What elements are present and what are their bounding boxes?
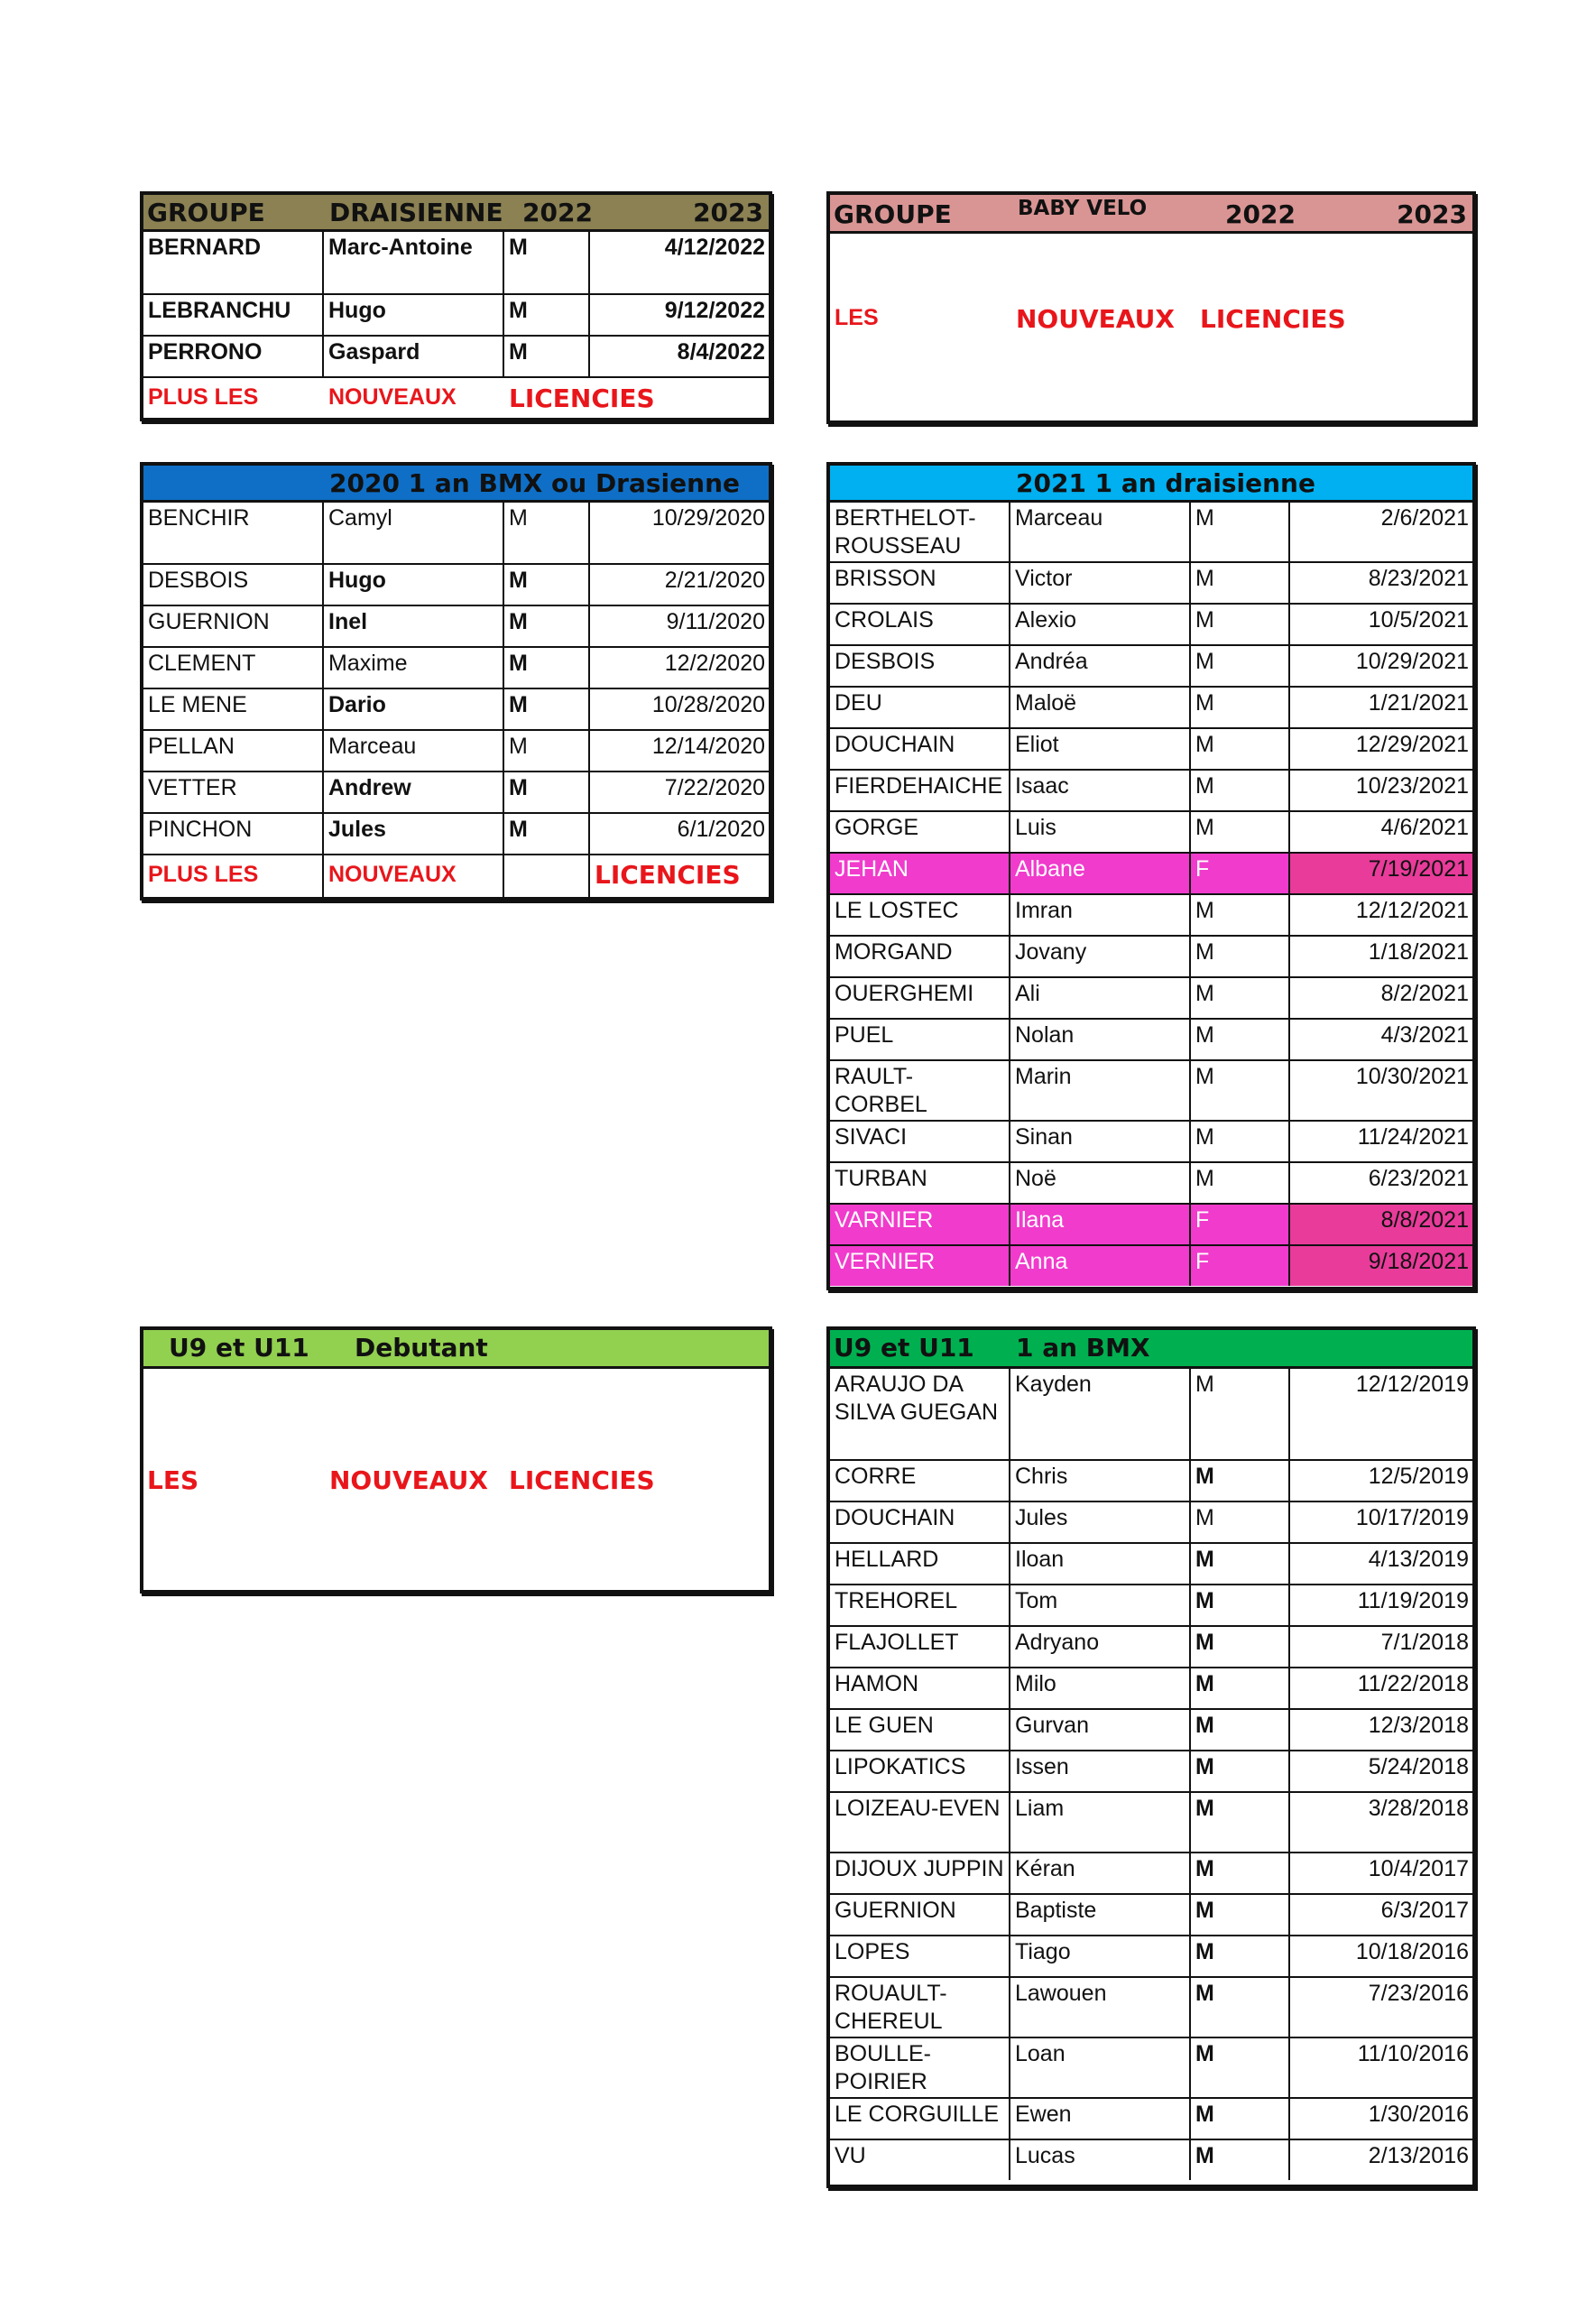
last-name: LE GUEN — [830, 1710, 1010, 1750]
footer-nouveaux: NOUVEAUX — [329, 1465, 488, 1495]
first-name: Sinan — [1010, 1122, 1191, 1161]
sex: M — [1191, 1710, 1290, 1750]
table-row — [143, 814, 769, 855]
first-name: Isaac — [1010, 771, 1191, 810]
empty-cell — [504, 855, 590, 897]
table-row — [830, 1793, 1472, 1853]
table-header — [830, 466, 1472, 503]
last-name: CLEMENT — [143, 648, 324, 688]
sex: M — [1191, 2140, 1290, 2180]
sex: M — [1191, 1585, 1290, 1625]
table-row — [830, 605, 1472, 646]
footer-licencies: LICENCIES — [509, 383, 655, 413]
footer-licencies: LICENCIES — [1200, 304, 1346, 334]
birth-date: 9/12/2022 — [664, 298, 765, 323]
table-row — [830, 1163, 1472, 1205]
birth-date: 10/4/2017 — [1368, 1856, 1469, 1881]
birth-date: 7/1/2018 — [1380, 1630, 1469, 1655]
birth-date: 12/14/2020 — [651, 734, 765, 759]
birth-date: 11/10/2016 — [1357, 2041, 1469, 2066]
first-name: Camyl — [324, 503, 504, 563]
table-header — [143, 466, 769, 503]
birth-date: 7/19/2021 — [1290, 854, 1472, 893]
sex: F — [1191, 1205, 1290, 1244]
birth-date: 4/13/2019 — [1368, 1547, 1469, 1572]
first-name: Alexio — [1010, 605, 1191, 644]
table-row — [830, 1544, 1472, 1585]
table-row — [830, 1668, 1472, 1710]
table-header — [143, 195, 769, 232]
sex: M — [1191, 1163, 1290, 1203]
sex: M — [504, 232, 590, 293]
footer-nouveaux: NOUVEAUX — [324, 855, 504, 897]
last-name: VETTER — [143, 772, 324, 812]
birth-date: 10/29/2020 — [651, 505, 765, 531]
last-name: LE MENE — [143, 689, 324, 729]
last-name: BOULLE-POIRIER — [830, 2038, 1010, 2097]
table-row — [830, 1627, 1472, 1668]
last-name: CROLAIS — [830, 605, 1010, 644]
birth-date: 10/5/2021 — [1368, 607, 1469, 633]
footer-plus-les: PLUS LES — [143, 855, 324, 897]
first-name: Noë — [1010, 1163, 1191, 1203]
birth-date: 11/22/2018 — [1357, 1671, 1469, 1696]
sex: M — [1191, 1627, 1290, 1667]
table-header — [143, 1330, 769, 1369]
sex: M — [1191, 1751, 1290, 1791]
sex: M — [1191, 1853, 1290, 1893]
header-groupe: GROUPE — [834, 199, 952, 229]
birth-date: 8/23/2021 — [1368, 566, 1469, 591]
birth-date: 5/24/2018 — [1368, 1754, 1469, 1779]
table-row — [143, 503, 769, 565]
table-row — [830, 563, 1472, 605]
birth-date: 3/28/2018 — [1368, 1796, 1469, 1821]
first-name: Anna — [1010, 1246, 1191, 1286]
last-name: BRISSON — [830, 563, 1010, 603]
last-name: LIPOKATICS — [830, 1751, 1010, 1791]
table-row — [830, 1710, 1472, 1751]
sex: M — [504, 565, 590, 605]
sex: M — [1191, 1793, 1290, 1852]
first-name: Tom — [1010, 1585, 1191, 1625]
last-name: DOUCHAIN — [830, 1502, 1010, 1542]
birth-date: 11/19/2019 — [1357, 1588, 1469, 1613]
birth-date: 12/29/2021 — [1355, 732, 1469, 757]
birth-date: 1/18/2021 — [1368, 939, 1469, 965]
last-name: DIJOUX JUPPIN — [830, 1853, 1010, 1893]
last-name: SIVACI — [830, 1122, 1010, 1161]
header-title: 2020 1 an BMX ou Drasienne — [329, 468, 740, 498]
sex: M — [1191, 1668, 1290, 1708]
table-row — [143, 232, 769, 295]
table-row — [830, 2099, 1472, 2140]
table-row — [143, 731, 769, 772]
first-name: Imran — [1010, 895, 1191, 935]
sex: M — [1191, 1502, 1290, 1542]
sex: M — [504, 814, 590, 854]
birth-date: 6/23/2021 — [1368, 1166, 1469, 1191]
table-row — [143, 772, 769, 814]
table-row — [830, 1585, 1472, 1627]
sex: M — [1191, 978, 1290, 1018]
sex: F — [1191, 1246, 1290, 1286]
birth-date: 10/28/2020 — [651, 692, 765, 717]
last-name: VARNIER — [830, 1205, 1010, 1244]
last-name: PUEL — [830, 1020, 1010, 1059]
first-name: Loan — [1010, 2038, 1191, 2097]
header-category: U9 et U11 — [834, 1333, 974, 1363]
header-year-end: 2023 — [1397, 199, 1467, 229]
sex: M — [1191, 771, 1290, 810]
table-row — [830, 812, 1472, 854]
birth-date: 10/23/2021 — [1355, 773, 1469, 799]
last-name: FIERDEHAICHE — [830, 771, 1010, 810]
sex: M — [1191, 895, 1290, 935]
birth-date: 8/2/2021 — [1380, 981, 1469, 1006]
birth-date: 10/30/2021 — [1355, 1064, 1469, 1089]
birth-date: 4/12/2022 — [664, 235, 765, 260]
table-row — [143, 337, 769, 378]
first-name: Andrew — [324, 772, 504, 812]
header-groupe: GROUPE — [147, 198, 265, 227]
first-name: Ilana — [1010, 1205, 1191, 1244]
table-row — [830, 1502, 1472, 1544]
last-name: JEHAN — [830, 854, 1010, 893]
table-row — [830, 895, 1472, 937]
last-name: RAULT-CORBEL — [830, 1061, 1010, 1120]
last-name: GUERNION — [143, 606, 324, 646]
birth-date: 9/11/2020 — [666, 609, 765, 634]
last-name: VERNIER — [830, 1246, 1010, 1286]
last-name: FLAJOLLET — [830, 1627, 1010, 1667]
table-row — [830, 2140, 1472, 2180]
sex: M — [1191, 1544, 1290, 1584]
footer-row — [143, 378, 769, 423]
last-name: ROUAULT-CHEREUL — [830, 1978, 1010, 2037]
last-name: LE LOSTEC — [830, 895, 1010, 935]
birth-date: 12/3/2018 — [1368, 1713, 1469, 1738]
last-name: HELLARD — [830, 1544, 1010, 1584]
first-name: Maloë — [1010, 688, 1191, 727]
table-row — [830, 2038, 1472, 2099]
header-level: 1 an BMX — [1016, 1333, 1150, 1363]
footer-nouveaux: NOUVEAUX — [1016, 304, 1175, 334]
last-name: GORGE — [830, 812, 1010, 852]
sex: M — [1191, 688, 1290, 727]
last-name: BERNARD — [143, 232, 324, 293]
last-name: ARAUJO DA SILVA GUEGAN — [830, 1369, 1010, 1459]
first-name: Kayden — [1010, 1369, 1191, 1459]
birth-date: 7/22/2020 — [664, 775, 765, 800]
sex: M — [1191, 563, 1290, 603]
first-name: Lucas — [1010, 2140, 1191, 2180]
header-year-end: 2023 — [693, 198, 763, 227]
birth-date: 1/21/2021 — [1368, 690, 1469, 716]
birth-date: 7/23/2016 — [1368, 1981, 1469, 2006]
table-2021-draisienne — [826, 462, 1476, 1290]
first-name: Marceau — [324, 731, 504, 771]
birth-date: 4/6/2021 — [1380, 815, 1469, 840]
sex: M — [1191, 937, 1290, 976]
birth-date: 12/5/2019 — [1368, 1464, 1469, 1489]
last-name: DEU — [830, 688, 1010, 727]
first-name: Ali — [1010, 978, 1191, 1018]
table-row — [143, 295, 769, 337]
first-name: Kéran — [1010, 1853, 1191, 1893]
header-group-name: DRAISIENNE — [329, 198, 503, 227]
header-level: Debutant — [355, 1333, 488, 1363]
birth-date: 2/13/2016 — [1368, 2143, 1469, 2168]
table-row — [143, 689, 769, 731]
sex: M — [504, 689, 590, 729]
last-name: TURBAN — [830, 1163, 1010, 1203]
table-row — [830, 1061, 1472, 1122]
sex: M — [1191, 1895, 1290, 1935]
sex: M — [504, 503, 590, 563]
last-name: LE CORGUILLE — [830, 2099, 1010, 2139]
birth-date: 12/2/2020 — [664, 651, 765, 676]
sex: M — [1191, 2038, 1290, 2097]
first-name: Baptiste — [1010, 1895, 1191, 1935]
first-name: Issen — [1010, 1751, 1191, 1791]
birth-date: 12/12/2021 — [1355, 898, 1469, 923]
sex: M — [1191, 646, 1290, 686]
table-row — [830, 1936, 1472, 1978]
birth-date: 11/24/2021 — [1357, 1124, 1469, 1150]
table-row — [830, 1853, 1472, 1895]
birth-date: 8/8/2021 — [1290, 1205, 1472, 1244]
table-row — [830, 1895, 1472, 1936]
first-name: Jules — [324, 814, 504, 854]
header-group-name: BABY VELO — [1018, 197, 1148, 220]
table-row — [830, 1246, 1472, 1286]
table-2020-bmx — [140, 462, 772, 901]
last-name: DOUCHAIN — [830, 729, 1010, 769]
first-name: Luis — [1010, 812, 1191, 852]
last-name: LOPES — [830, 1936, 1010, 1976]
sex: M — [1191, 812, 1290, 852]
first-name: Hugo — [324, 295, 504, 335]
footer-plus-les: PLUS LES — [148, 384, 259, 410]
birth-date: 2/21/2020 — [664, 568, 765, 593]
table-row — [830, 1978, 1472, 2038]
first-name: Victor — [1010, 563, 1191, 603]
header-year-start: 2022 — [522, 198, 593, 227]
last-name: LOIZEAU-EVEN — [830, 1793, 1010, 1852]
footer-les: LES — [835, 305, 879, 330]
table-header — [830, 195, 1472, 234]
first-name: Ewen — [1010, 2099, 1191, 2139]
table-baby-velo — [826, 191, 1476, 424]
sex: M — [1191, 1978, 1290, 2037]
first-name: Nolan — [1010, 1020, 1191, 1059]
sex: M — [504, 731, 590, 771]
last-name: GUERNION — [830, 1895, 1010, 1935]
sex: M — [1191, 2099, 1290, 2139]
table-row — [830, 646, 1472, 688]
birth-date: 4/3/2021 — [1380, 1022, 1469, 1048]
footer-les: LES — [147, 1465, 199, 1495]
birth-date: 10/29/2021 — [1355, 649, 1469, 674]
last-name: LEBRANCHU — [143, 295, 324, 335]
sex: M — [504, 337, 590, 376]
first-name: Andréa — [1010, 646, 1191, 686]
first-name: Inel — [324, 606, 504, 646]
first-name: Marin — [1010, 1061, 1191, 1120]
birth-date: 10/17/2019 — [1355, 1505, 1469, 1530]
sex: M — [504, 606, 590, 646]
table-u9-debutant — [140, 1326, 772, 1594]
last-name: PERRONO — [143, 337, 324, 376]
header-title: 2021 1 an draisienne — [1016, 468, 1315, 498]
footer-row — [143, 855, 769, 897]
last-name: VU — [830, 2140, 1010, 2180]
first-name: Marc-Antoine — [324, 232, 504, 293]
last-name: OUERGHEMI — [830, 978, 1010, 1018]
first-name: Lawouen — [1010, 1978, 1191, 2037]
first-name: Iloan — [1010, 1544, 1191, 1584]
first-name: Adryano — [1010, 1627, 1191, 1667]
first-name: Gurvan — [1010, 1710, 1191, 1750]
last-name: TREHOREL — [830, 1585, 1010, 1625]
last-name: BERTHELOT-ROUSSEAU — [830, 503, 1010, 561]
table-row — [830, 771, 1472, 812]
last-name: DESBOIS — [143, 565, 324, 605]
table-row — [830, 1205, 1472, 1246]
table-u9-bmx — [826, 1326, 1476, 2188]
table-row — [830, 1122, 1472, 1163]
first-name: Hugo — [324, 565, 504, 605]
first-name: Tiago — [1010, 1936, 1191, 1976]
table-row — [830, 1369, 1472, 1461]
birth-date: 6/3/2017 — [1380, 1898, 1469, 1923]
birth-date: 1/30/2016 — [1368, 2102, 1469, 2127]
header-category: U9 et U11 — [169, 1333, 309, 1363]
first-name: Dario — [324, 689, 504, 729]
sex: M — [504, 772, 590, 812]
table-row — [143, 565, 769, 606]
first-name: Albane — [1010, 854, 1191, 893]
table-row — [830, 503, 1472, 563]
birth-date: 6/1/2020 — [677, 817, 765, 842]
first-name: Marceau — [1010, 503, 1191, 561]
last-name: PINCHON — [143, 814, 324, 854]
footer-licencies: LICENCIES — [595, 860, 741, 890]
table-row — [143, 606, 769, 648]
last-name: PELLAN — [143, 731, 324, 771]
table-row — [830, 1461, 1472, 1502]
table-row — [830, 937, 1472, 978]
header-year-start: 2022 — [1225, 199, 1296, 229]
sex: M — [1191, 1369, 1290, 1459]
sex: M — [1191, 1020, 1290, 1059]
table-row — [830, 854, 1472, 895]
birth-date: 9/18/2021 — [1290, 1246, 1472, 1286]
table-row — [830, 688, 1472, 729]
birth-date: 12/12/2019 — [1355, 1372, 1469, 1397]
footer-nouveaux: NOUVEAUX — [328, 384, 457, 410]
sex: M — [1191, 503, 1290, 561]
sex: F — [1191, 854, 1290, 893]
table-row — [830, 978, 1472, 1020]
footer-licencies: LICENCIES — [509, 1465, 655, 1495]
sex: M — [504, 648, 590, 688]
table-header — [830, 1330, 1472, 1369]
last-name: CORRE — [830, 1461, 1010, 1501]
first-name: Maxime — [324, 648, 504, 688]
last-name: MORGAND — [830, 937, 1010, 976]
first-name: Eliot — [1010, 729, 1191, 769]
first-name: Jovany — [1010, 937, 1191, 976]
table-row — [830, 1020, 1472, 1061]
first-name: Gaspard — [324, 337, 504, 376]
birth-date: 2/6/2021 — [1380, 505, 1469, 531]
last-name: HAMON — [830, 1668, 1010, 1708]
table-row — [830, 729, 1472, 771]
birth-date: 8/4/2022 — [677, 339, 765, 365]
sex: M — [504, 295, 590, 335]
sex: M — [1191, 1936, 1290, 1976]
last-name: BENCHIR — [143, 503, 324, 563]
table-draisienne — [140, 191, 772, 421]
first-name: Jules — [1010, 1502, 1191, 1542]
last-name: DESBOIS — [830, 646, 1010, 686]
sex: M — [1191, 1122, 1290, 1161]
table-row — [143, 648, 769, 689]
table-row — [830, 1751, 1472, 1793]
sex: M — [1191, 729, 1290, 769]
sex: M — [1191, 605, 1290, 644]
sex: M — [1191, 1461, 1290, 1501]
first-name: Liam — [1010, 1793, 1191, 1852]
first-name: Chris — [1010, 1461, 1191, 1501]
birth-date: 10/18/2016 — [1355, 1939, 1469, 1964]
sex: M — [1191, 1061, 1290, 1120]
first-name: Milo — [1010, 1668, 1191, 1708]
